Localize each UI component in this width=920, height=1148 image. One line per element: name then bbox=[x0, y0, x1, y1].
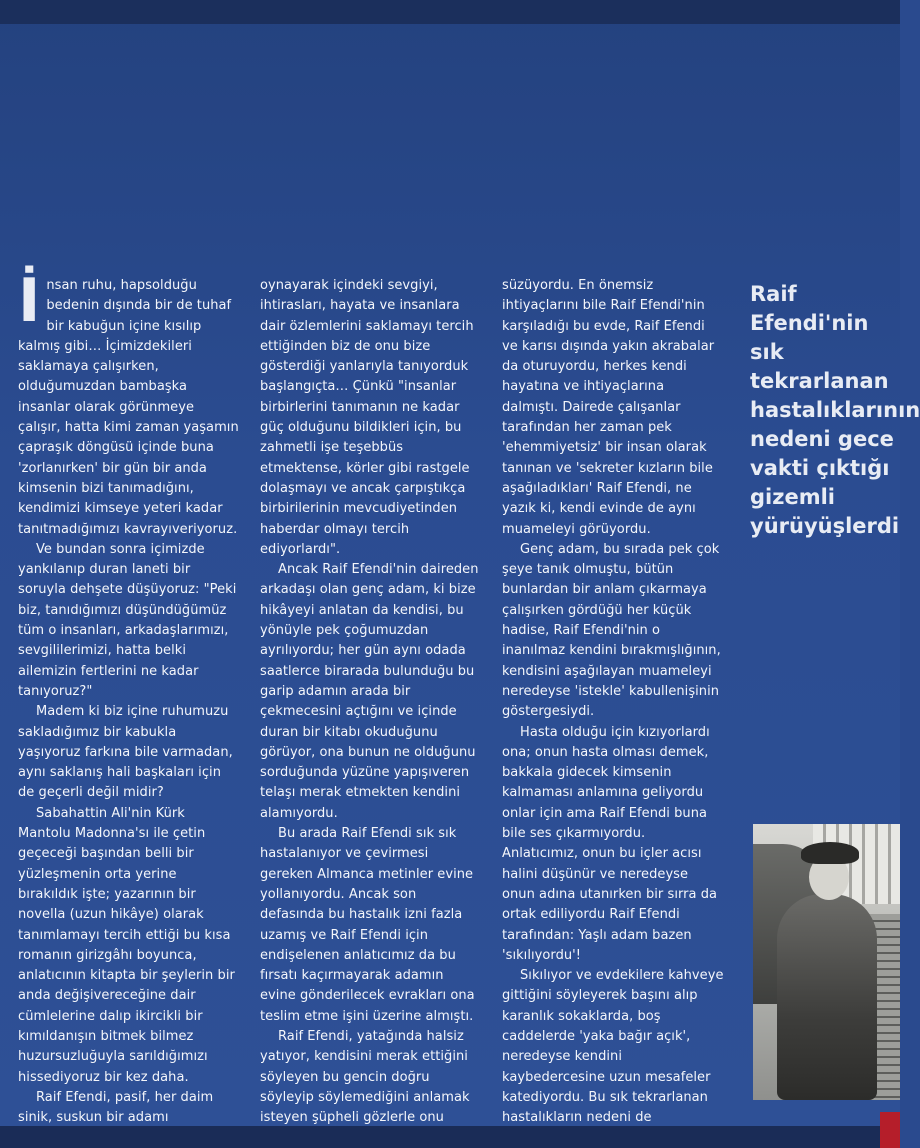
paragraph: Raif Efendi, yatağında halsiz yatıyor, kendisini merak ettiğini söyleyen bu gencin doğru söyleyip söylemediğini anlamak isteyen şüpheli gözlerle onu bbox=[260, 1028, 470, 1126]
paragraph: Raif Efendi, pasif, her daim sinik, suskun bir adamı bbox=[18, 1089, 214, 1126]
paragraph: Sıkılıyor ve evdekilere kahveye gittiğini söyleyerek başını alıp karanlık sokaklarda, boş caddelerde 'yaka bağır açık', neredeyse kendini kaybedercesine uzun mesafeler katediyordu. Bu sık tekrarlanan hastalıkların nedeni de bbox=[502, 968, 724, 1126]
paragraph: süzüyordu. En önemsiz ihtiyaçlarını bile Raif Efendi'nin karşıladığı bu evde, Raif Efendi ve karısı dışında yakın akrabalar da oturuyordu, herkes kendi hayatına ve ihtiyaçlarına dalmıştı. Dairede çalışanlar tarafından her zaman pek 'ehemmiyetsiz' bir insan olarak tanınan ve 'sekreter kızların bile aşağıladıkları' Raif Efendi, ne yazık ki, kendi evinde de aynı muameleyi görüyordu. bbox=[502, 278, 715, 537]
article-column-3 bbox=[502, 276, 724, 1128]
paragraph: Madem ki biz içine ruhumuzu sakladığımız bir kabukla yaşıyoruz farkına bile varmadan, aynı saklanış hali başkaları için de geçerli değil midir? bbox=[18, 704, 233, 801]
page-corner-mark bbox=[880, 1112, 900, 1148]
article-column-1 bbox=[18, 266, 240, 1128]
article-column-2 bbox=[260, 276, 482, 1128]
photo-figure-coat bbox=[777, 894, 877, 1100]
drop-cap: İ bbox=[18, 266, 41, 336]
paragraph: Genç adam, bu sırada pek çok şeye tanık olmuştu, bütün bunlardan bir anlam çıkarmaya çalışırken gördüğü her küçük hadise, Raif Efendi'nin o inanılmaz kendini bırakmışlığının, kendisini aşağılayan muameleyi neredeyse 'istekle' kabullenişinin göstergesiydi. bbox=[502, 541, 721, 720]
top-border bbox=[0, 0, 900, 24]
paragraph: Sabahattin Ali'nin Kürk Mantolu Madonna'sı ile çetin geçeceği başından belli bir yüzleşmenin orta yerine bırakıldık işte; yazarının bir novella (uzun hikâye) olarak tanımlamayı tercih ettiği bu kısa romanın girizgâhı boyunca, anlatıcının kitapta bir şeylerin bir anda değişivereceğine dair cümlelerine dalıp ikircikli bir kımıldanışın bitmek bilmez huzursuzluğuyla sarıldığımızı hissediyoruz bir kez daha. bbox=[18, 805, 235, 1085]
paragraph: Ancak Raif Efendi'nin daireden arkadaşı olan genç adam, ki bize hikâyeyi anlatan da kendisi, bu yönüyle pek çoğumuzdan ayrılıyordu; her gün aynı odada saatlerce birarada bulunduğu bu garip adamın arada bir çekmecesini açtığını ve içinde duran bir kitabı okuduğunu görüyor, ona bunun ne olduğunu sorduğunda yüzüne yapışıveren telaşı merak etmekten kendini alamıyordu. bbox=[260, 562, 479, 821]
paragraph: oynayarak içindeki sevgiyi, ihtirasları, hayata ve insanlara dair özlemlerini saklamayı tercih ettiğinden biz de onu bize gösterdiği yanlarıyla tanıyorduk başlangıçta… Çünkü "insanlar birbirlerini tanımanın ne kadar güç olduğunu bildikleri için, bu zahmetli işe teşebbüs etmektense, körler gibi rastgele dolaşmayı ve ancak çarpıştıkça birbirilerinin mevcudiyetinden haberdar olmayı tercih ediyorlardı". bbox=[260, 278, 474, 557]
photo-figure-hat bbox=[801, 842, 859, 864]
photo bbox=[753, 824, 900, 1100]
pull-quote: Raif Efendi'nin sık tekrarlanan hastalıklarının nedeni gece vakti çıktığı gizemli yürüyüşlerdi bbox=[750, 282, 920, 538]
paragraph: Bu arada Raif Efendi sık sık hastalanıyor ve çevirmesi gereken Almanca metinler evine yollanıyordu. Ancak son defasında bu hastalık izni fazla uzamış ve Raif Efendi için endişelenen anlatıcımız da bu fırsatı kaçırmayarak adamın evine gönderilecek evrakları ona teslim etme işini üzerine almıştı. bbox=[260, 826, 475, 1024]
paragraph: İnsan ruhu, hapsolduğu bedenin dışında bir de tuhaf bir kabuğun içine kısılıp kalmış gibi… İçimizdekileri saklamaya çalışırken, olduğumuzdan bambaşka insanlar olarak görünmeye çalışır, hatta kimi zaman yaşamın çapraşık döngüsü içinde buna 'zorlanırken' bir gün bir anda kimsenin bizi tanımadığını, kendimizi kimseye yeteri kadar tanıtmadığımızı kavrayıveriyoruz. bbox=[18, 266, 239, 537]
paragraph: Ve bundan sonra içimizde yankılanıp duran laneti bir soruyla dehşete düşüyoruz: "Peki biz, tanıdığımızı düşündüğümüz tüm o insanları, arkadaşlarımızı, sevgililerimizi, hatta belki ailemizin fertlerini ne kadar tanıyoruz?" bbox=[18, 541, 237, 699]
paragraph: Hasta olduğu için kızıyorlardı ona; onun hasta olması demek, bakkala gidecek kimsenin kalmaması anlamına geliyordu onlar için ama Raif Efendi buna bile ses çıkarmıyordu. Anlatıcımız, onun bu içler acısı halini düşünür ve neredeyse onun adına utanırken bir sırra da ortak ediliyordu Raif Efendi tarafından: Yaşlı adam bazen 'sıkılıyordu'! bbox=[502, 724, 718, 963]
bottom-border bbox=[0, 1126, 900, 1148]
